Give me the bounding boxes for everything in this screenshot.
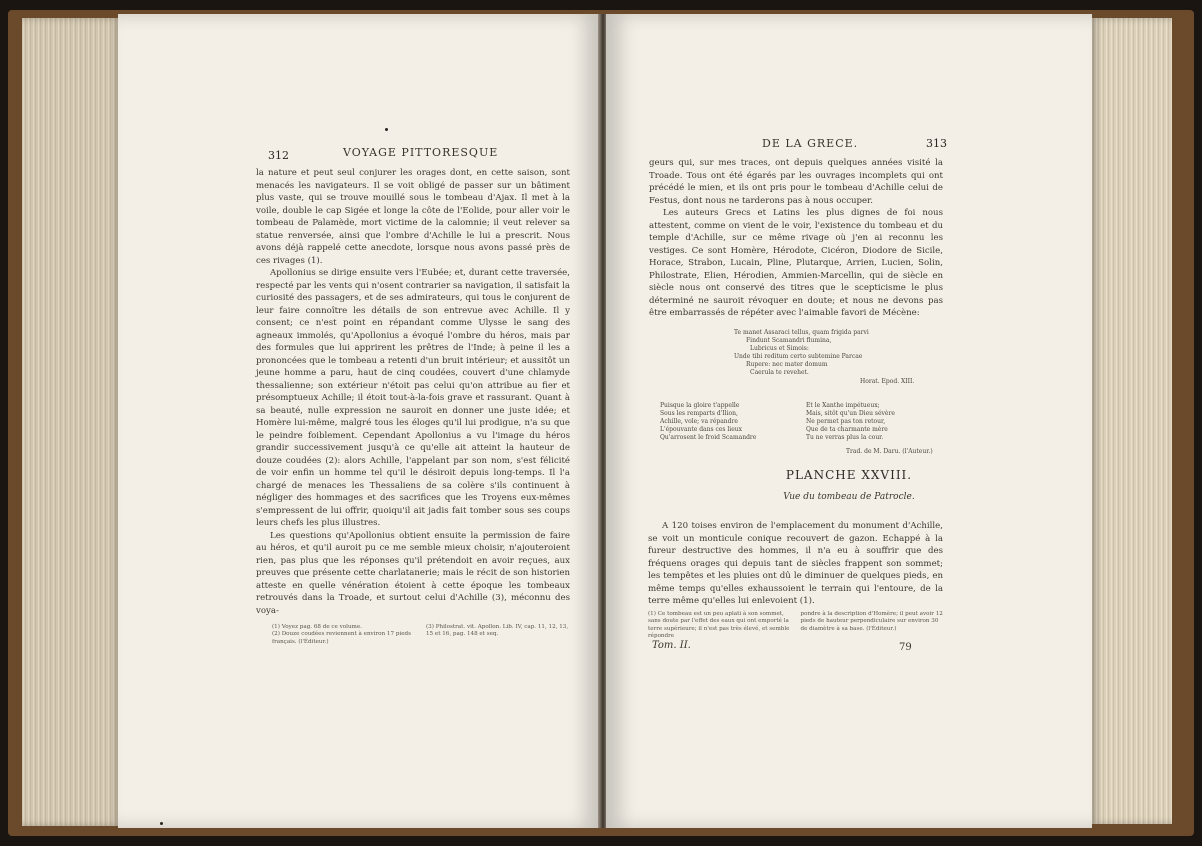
page-edges-left [22,18,122,826]
poem-line: Et le Xanthe impétueux; [806,402,880,409]
poem-line: Qu'arrosent le froid Scamandre [660,434,757,441]
footnote-3: (3) Philostrat. vit. Apollon. Lib. IV, cap. 11, 12, 13, 15 et 16, pag. 148 et seq. [426,624,569,638]
poem-line: Sous les remparts d'Ilion, [660,410,738,417]
page-edges-right [1090,18,1172,824]
poem-line: Rupere: nec mater domum [746,361,828,368]
left-paragraph-2: Apollonius se dirige ensuite vers l'Eubée; et, durant cette traversée, respecté par les vents qui n'osent contrarier sa navigation, il satisfait la curiosité des passagers, et de ses admirateurs, qui tous le conjurent de leur faire connoître les détails de son entrevue avec Achille. Il y consent; ce n'est point en répandant comme Ulysse le sang des agneaux immolés, qu'Apollonius a évoqué l'ombre du héros, mais par des formules que lui apprirent les prêtres de l'Inde; à peine il les a prononcées que le tombeau a retenti d'un bruit intérieur; et aussitôt un jeune homme a paru, haut de cinq coudées, couvert d'une chlamyde thessalienne; son extérieur n'étoit pas celui qu'on attribue au fier et présomptueux Achille; il étoit tout-à-la-fois grave et rassurant. Quant à sa beauté, nulle expression ne sauroit en donner une juste idée; et Homère lui-même, malgré tous les éloges qu'il lui prodigue, n'a su que le peindre foiblement. Cependant Apollonius a vu l'image du héros grandir successivement jusqu'à ce qu'elle ait atteint la hauteur de douze coudées (2): alors Achille, l'appelant par son nom, s'est félicité de voir enfin un homme tel qu'il le désiroit depuis long-temps. Il l'a chargé de menaces les Thessaliens de sa colère s'ils continuent à négliger des hommages et des sacrifices que les Troyens eux-mêmes s'empressent de lui offrir, quoiqu'il ait jadis fait tomber sous ses coups leurs chefs les plus illustres. [256,268,570,528]
plate-subtitle: Vue du tombeau de Patrocle. [783,492,915,502]
right-page-number: 313 [926,137,947,150]
translation-credit: Trad. de M. Daru. (l'Auteur.) [846,448,933,455]
right-body-text-top [649,157,943,320]
left-paragraph-3: Les questions qu'Apollonius obtient ensuite la permission de faire au héros, et qu'il auroit pu ce me semble mieux choisir, n'ajouteroient rien, pas plus que les réponses qu'il prétendoit en avoir reçues, aux preuves que présente cette charlatanerie; mais le récit de son historien atteste en quelle vénération étoient à cette époque les tombeaux retrouvés dans la Troade, et surtout celui d'Achille (3), méconnu des voya- [256,530,570,616]
poem-line: Te manet Assaraci tellus, quam frigida parvi [734,329,869,336]
tome-label: Tom. II. [652,640,691,651]
footnote-right-2: pondre à la description d'Homère; il peut avoir 12 pieds de hauteur perpendiculaire sur environ 30 de diamètre à sa base. (l'Éditeur.) [800,611,943,632]
poem-line: Achille, vole; va répandre [660,418,738,425]
poem-line: Ne permet pas ton retour, [806,418,886,425]
left-footnotes-col-1 [272,624,416,646]
right-running-head: DE LA GRECE. [762,137,859,150]
right-paragraph-3: A 120 toises environ de l'emplacement du monument d'Achille, se voit un monticule conique recouvert de gazon. Echappé à la fureur destructive des hommes, il n'a eu à souffrir que des fréquens orages qui depuis tant de siècles frappent son sommet; les tempêtes et les pluies ont dû le diminuer de quelques pieds, en même temps qu'elles exhaussoient le terrain qui l'entoure, de la terre même qu'elles lui enlevoient (1). [648,521,943,606]
poem-line: Lubricus et Simois: [750,345,809,352]
footnote-right-1: (1) Ce tombeau est un peu aplati à son sommet, sans doute par l'effet des eaux qui ont emporté la terre supérieure; il n'est pas très élevé, et semble répondre [648,611,790,640]
poem-line: L'épouvante dans ces lieux [660,426,743,433]
footnote-1: (1) Voyez pag. 68 de ce volume. [272,624,362,630]
left-page-number: 312 [268,149,289,162]
left-paragraph-1: la nature et peut seul conjurer les orages dont, en cette saison, sont menacés les navigateurs. Il se voit obligé de passer sur un bâtiment plus vaste, qui se trouve mouillé sous le tombeau d'Ajax. Il met à la voile, double le cap Sigée et longe la côte de l'Eolide, pour aller voir le tombeau de Palamède, mort victime de la calomnie; il veut relever sa statue renversée, ainsi que l'ombre d'Achille le lui a prescrit. Nous avons déjà rappelé cette anecdote, lorsque nous avons passé près de ces rivages (1). [256,168,570,266]
poem-line: Que de ta charmante mère [806,426,888,433]
right-footnotes-col-2 [801,611,944,641]
poem-line: Findunt Scamandri flumina, [746,337,832,344]
left-body-text [256,167,570,617]
signature-mark: 79 [899,642,912,653]
right-paragraph-1: geurs qui, sur mes traces, ont depuis quelques années visité la Troade. Tous ont été égarés par les ouvrages incomplets qui ont précédé le mien, et ils ont pris pour le tombeau d'Achille celui de Festus, dont nous ne tarderons pas à nous occuper. [649,158,943,206]
poem-line: Unde tibi reditum certo subtemine Parcae [734,353,863,360]
french-poem-right [806,402,934,442]
latin-poem [734,329,934,377]
right-body-text-bottom [648,520,943,608]
ink-mark [160,822,163,825]
ink-mark [385,128,388,131]
poem-line: Caerula te revehet. [750,369,809,376]
footnote-2: (2) Douze coudées reviennent à environ 17 pieds français. (l'Éditeur.) [272,631,411,645]
french-poem-left [660,402,788,442]
latin-citation: Horat. Epod. XIII. [860,378,915,385]
right-paragraph-2: Les auteurs Grecs et Latins les plus dignes de foi nous attestent, comme on vient de le voir, l'existence du tombeau et du temple d'Achille, sur ce même rivage où j'en ai reconnu les vestiges. Ce sont Homère, Hérodote, Cicéron, Diodore de Sicile, Horace, Strabon, Lucain, Pline, Plutarque, Arrien, Lucien, Solin, Philostrate, Elien, Hérodien, Ammien-Marcellin, qui de siècle en siècle nous ont conservé des titres que le scepticisme le plus déterminé ne sauroit révoquer en doute; et nous ne devons pas être embarrassés de répéter avec l'aimable favori de Mécène: [649,208,943,318]
poem-line: Tu ne verras plus la cour. [806,434,884,441]
plate-title: PLANCHE XXVIII. [785,468,913,482]
right-footnotes [648,611,943,641]
left-footnotes [272,624,570,646]
poem-line: Mais, sitôt qu'un Dieu sévère [806,410,895,417]
left-running-head: VOYAGE PITTORESQUE [343,146,499,159]
right-footnotes-col-1 [648,611,791,641]
poem-line: Puisque la gloire t'appelle [660,402,740,409]
left-footnotes-col-2 [426,624,570,646]
